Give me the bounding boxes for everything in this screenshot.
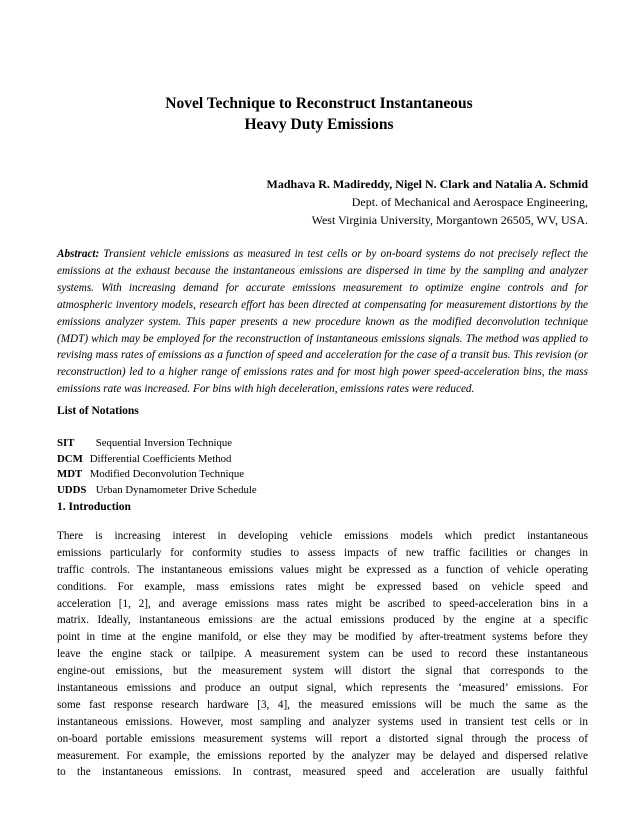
intro-line: point in time at the engine manifold, or else they may be modified by after-treatment systems before they — [57, 631, 588, 644]
notation-abbr: UDDS — [57, 483, 87, 496]
notations-list — [57, 436, 257, 498]
notation-def: Sequential Inversion Technique — [95, 437, 233, 449]
notation-item — [57, 452, 257, 468]
intro-line: emissions particularly for conformity studies to assess impacts of new traffic facilities or changes in — [57, 546, 588, 559]
intro-line: some fast response research hardware [3, 4], the measured emissions will be much the same as the — [57, 698, 588, 711]
intro-line: matrix. Ideally, instantaneous emissions are the actual emissions produced by the engine at a specific — [57, 614, 588, 627]
intro-line: traffic controls. The instantaneous emissions values might be expressed as a function of vehicle operating — [57, 563, 588, 576]
notation-abbr: SIT — [57, 437, 75, 449]
intro-line: instantaneous emissions and produce an output signal, which represents the ‘measured’ emissions. For — [57, 682, 588, 695]
notation-item — [57, 483, 257, 499]
intro-line: acceleration [1, 2], and average emissions mass rates might be ascribed to speed-acceleration bins in a — [57, 597, 588, 610]
title-line-2: Heavy Duty Emissions — [244, 116, 394, 133]
paper-title — [0, 93, 638, 135]
author-names: Madhava R. Madireddy, Nigel N. Clark and Natalia A. Schmid — [266, 177, 588, 191]
intro-line: conditions. For example, mass emissions rates might be expressed based on vehicle speed and — [57, 580, 588, 593]
notation-def: Urban Dynamometer Drive Schedule — [95, 483, 257, 496]
author-block — [168, 175, 588, 229]
notation-item — [57, 436, 257, 452]
intro-line: leave the engine stack or tailpipe. A measurement system can be used to record these instantaneous — [57, 648, 588, 661]
abstract-label: Abstract: — [57, 248, 100, 260]
notations-heading: List of Notations — [57, 405, 139, 417]
notation-def: Differential Coefficients Method — [89, 452, 232, 465]
abstract — [57, 246, 588, 398]
notation-item — [57, 467, 257, 483]
affiliation-line-2: West Virginia University, Morgantown 26505, WV, USA. — [311, 213, 588, 227]
intro-line: instantaneous emissions. However, most sampling and analyzer systems used in transient test cells or in — [57, 715, 588, 728]
intro-line: There is increasing interest in developing vehicle emissions models which predict instantaneous — [57, 530, 588, 542]
notation-abbr: MDT — [57, 468, 83, 481]
intro-line: engine-out emissions, but the measurement system will distort the signal that corresponds to the — [57, 665, 588, 678]
notation-def: Modified Deconvolution Technique — [89, 468, 245, 481]
intro-heading: 1. Introduction — [57, 501, 131, 513]
notation-abbr: DCM — [57, 452, 83, 465]
abstract-text: Transient vehicle emissions as measured in test cells or by on-board systems do not precisely reflect the emissions at the exhaust because the instantaneous emissions are dispersed in time by the sampling and analyzer systems. With increasing demand for accurate emissions measurement to optimize engine controls and for atmospheric inventory models, research effort has been directed at compensating for measurement distortions by the emissions analyzer system. This paper presents a new procedure known as the modified deconvolution technique (MDT) which may be employed for the reconstruction of instantaneous emissions signals. The method was applied to revising mass rates of emissions as a function of speed and acceleration for the case of a transit bus. This revision (or reconstruction) led to a higher range of emissions rates and for most high power speed-acceleration bins, the mass emissions rate was increased. For bins with high deceleration, emissions rates were reduced. — [57, 248, 588, 396]
intro-line: on-board portable emissions measurement systems will report a distorted signal through the process of — [57, 732, 588, 745]
intro-line: measurement. For example, the emissions reported by the analyzer may be delayed and dispersed relative — [57, 749, 588, 762]
intro-line: to the instantaneous emissions. In contrast, measured speed and acceleration are usually faithful — [57, 766, 588, 779]
affiliation-line-1: Dept. of Mechanical and Aerospace Engineering, — [351, 195, 588, 209]
title-line-1: Novel Technique to Reconstruct Instantaneous — [165, 95, 473, 112]
intro-body — [57, 528, 588, 781]
